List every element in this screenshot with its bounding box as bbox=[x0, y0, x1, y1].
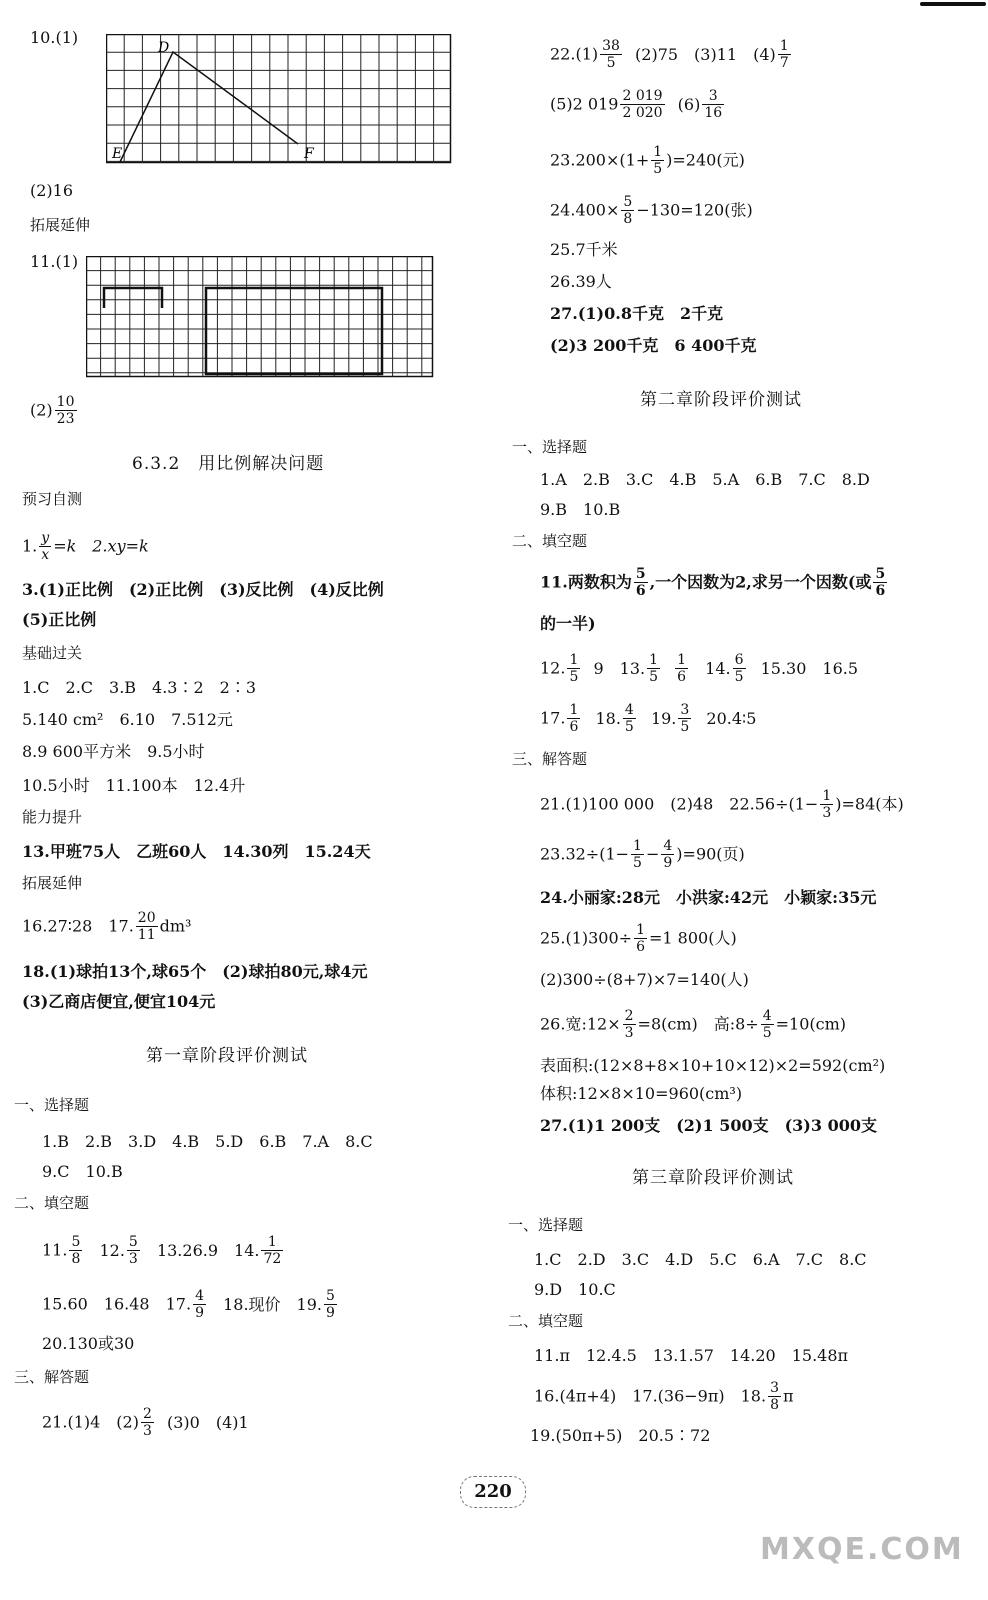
ch2-fill-q11b: 的一半) bbox=[540, 614, 596, 633]
fraction-denominator: 5 bbox=[653, 161, 663, 177]
subsection-preview: 预习自测 bbox=[22, 490, 83, 508]
fraction-denominator: 23 bbox=[56, 411, 75, 427]
text: 23.32÷(1− bbox=[540, 844, 630, 864]
text: 12. bbox=[540, 658, 566, 678]
chapter2-title: 第二章阶段评价测试 bbox=[640, 390, 802, 410]
text: 19. bbox=[650, 708, 677, 728]
text: dm³ bbox=[159, 916, 192, 936]
ch2-fill-line-3 bbox=[540, 702, 756, 735]
fraction-denominator: 16 bbox=[704, 105, 723, 121]
ch3-choice-line-1: 1.C 2.D 3.C 4.D 5.C 6.A 7.C 8.C bbox=[534, 1250, 867, 1269]
fraction-denominator: 8 bbox=[623, 211, 633, 227]
text: 16.27∶28 17. bbox=[22, 916, 134, 936]
ch2-solve-q26-area: 表面积:(12×8+8×10+10×12)×2=592(cm²) bbox=[540, 1056, 886, 1075]
text: )=84(本) bbox=[835, 794, 904, 814]
fraction-numerator: 3 bbox=[680, 702, 690, 718]
grid-figure-q10 bbox=[106, 34, 452, 164]
ch1-section-fill: 二、填空题 bbox=[14, 1194, 90, 1212]
text: =8(cm) 高:8÷ bbox=[637, 1014, 759, 1034]
fraction-denominator: 3 bbox=[624, 1025, 634, 1041]
fraction-numerator: 1 bbox=[569, 702, 579, 718]
ch3-section-fill: 二、填空题 bbox=[508, 1312, 584, 1330]
extension-line-16 bbox=[22, 910, 191, 943]
ch2-solve-q26 bbox=[540, 1008, 846, 1041]
text: )=90(页) bbox=[676, 844, 745, 864]
fraction-numerator: 1 bbox=[779, 38, 789, 54]
fraction-denominator: 5 bbox=[649, 669, 659, 685]
point-e-label: E bbox=[112, 146, 123, 162]
fraction-numerator: 4 bbox=[663, 838, 673, 854]
fraction-numerator: 5 bbox=[875, 566, 886, 582]
fraction-denominator: 6 bbox=[677, 669, 687, 685]
grid-figure-q11 bbox=[86, 256, 434, 378]
fraction-denominator: 5 bbox=[606, 55, 616, 71]
fraction-denominator: 3 bbox=[128, 1251, 138, 1267]
page-number: 220 bbox=[460, 1476, 526, 1508]
fraction-denominator: 3 bbox=[142, 1423, 152, 1439]
fraction-denominator: 2 020 bbox=[622, 105, 663, 121]
q11-part2-prefix: (2) bbox=[30, 400, 53, 420]
fraction-numerator: 5 bbox=[71, 1234, 81, 1250]
chapter3-title: 第三章阶段评价测试 bbox=[632, 1168, 794, 1188]
text: 15.60 16.48 17. bbox=[42, 1294, 192, 1314]
ch2-choice-line-1: 1.A 2.B 3.C 4.B 5.A 6.B 7.C 8.D bbox=[540, 470, 870, 489]
fraction-numerator: 4 bbox=[195, 1288, 204, 1304]
fraction-numerator: 1 bbox=[633, 838, 642, 854]
ch2-solve-q25 bbox=[540, 922, 737, 955]
ch2-section-fill: 二、填空题 bbox=[512, 532, 588, 550]
text: 14. bbox=[705, 658, 731, 678]
q11-label: 11.(1) bbox=[30, 252, 79, 271]
extension-line-18b: (3)乙商店便宜,便宜104元 bbox=[22, 992, 216, 1011]
text: 26.宽:12× bbox=[540, 1014, 621, 1034]
fraction-numerator: 3 bbox=[770, 1380, 779, 1396]
fraction-denominator: 5 bbox=[734, 669, 744, 685]
r-q23 bbox=[550, 144, 745, 177]
basic-line-2: 5.140 cm² 6.10 7.512元 bbox=[22, 710, 233, 729]
ch2-fill-line-2 bbox=[540, 652, 858, 685]
fraction-denominator: x bbox=[41, 547, 50, 563]
text: 16.(4π+4) 17.(36−9π) 18. bbox=[534, 1386, 767, 1406]
r-q27: 27.(1)0.8千克 2千克 bbox=[550, 304, 724, 323]
fraction-denominator: 6 bbox=[569, 719, 579, 735]
ch3-fill-line-1: 11.π 12.4.5 13.1.57 14.20 15.48π bbox=[534, 1346, 849, 1365]
ch3-choice-line-2: 9.D 10.C bbox=[534, 1280, 616, 1299]
ch3-section-choice: 一、选择题 bbox=[508, 1216, 584, 1234]
r-q24 bbox=[550, 194, 753, 227]
chapter1-title: 第一章阶段评价测试 bbox=[146, 1046, 308, 1066]
fraction-denominator: 5 bbox=[762, 1025, 772, 1041]
fraction-numerator: 5 bbox=[623, 194, 633, 210]
ch2-fill-q11 bbox=[540, 566, 889, 599]
text: 18. bbox=[595, 708, 621, 728]
r-q22-line1 bbox=[550, 38, 793, 71]
subsection-ability: 能力提升 bbox=[22, 808, 83, 826]
fraction-numerator: 5 bbox=[325, 1288, 335, 1304]
text: 12. bbox=[99, 1240, 125, 1260]
ch2-solve-q26-volume: 体积:12×8×10=960(cm³) bbox=[540, 1084, 743, 1103]
fraction-denominator: 8 bbox=[71, 1251, 81, 1267]
r-q27b: (2)3 200千克 6 400千克 bbox=[550, 336, 757, 355]
text: 18.现价 19. bbox=[223, 1294, 322, 1314]
section-title-632: 6.3.2 用比例解决问题 bbox=[132, 454, 325, 474]
point-d-label: D bbox=[158, 40, 170, 56]
fraction-denominator: 6 bbox=[875, 583, 886, 599]
fraction-numerator: 20 bbox=[137, 910, 156, 926]
ch1-fill-line-3: 20.130或30 bbox=[42, 1334, 135, 1353]
r-q22-line2 bbox=[550, 88, 726, 121]
text: 15.30 16.5 bbox=[760, 658, 859, 678]
fraction-numerator: 2 019 bbox=[622, 88, 663, 104]
fraction-denominator: 6 bbox=[635, 583, 646, 599]
preview-q1 bbox=[22, 530, 149, 563]
watermark: MXQE.COM bbox=[760, 1532, 964, 1567]
text: (6) bbox=[677, 94, 701, 114]
fraction-numerator: 5 bbox=[128, 1234, 138, 1250]
fraction-numerator: 38 bbox=[602, 38, 620, 54]
point-f-label: F bbox=[304, 146, 314, 162]
text: )=240(元) bbox=[666, 150, 745, 170]
fraction-numerator: 5 bbox=[635, 566, 646, 582]
ch1-section-solve: 三、解答题 bbox=[14, 1368, 90, 1386]
ch2-solve-q27: 27.(1)1 200支 (2)1 500支 (3)3 000支 bbox=[540, 1116, 877, 1135]
text: (5)2 019 bbox=[550, 94, 619, 114]
ch1-fill-line-2 bbox=[42, 1288, 339, 1321]
text: 20.4∶5 bbox=[706, 708, 757, 728]
fraction-denominator: 5 bbox=[633, 855, 642, 871]
ch2-solve-q25b: (2)300÷(8+7)×7=140(人) bbox=[540, 970, 749, 989]
text: π bbox=[782, 1386, 794, 1406]
ch2-section-choice: 一、选择题 bbox=[512, 438, 588, 456]
fraction-denominator: 6 bbox=[636, 939, 645, 955]
fraction-numerator: 10 bbox=[56, 394, 75, 410]
text: 21.(1)4 (2) bbox=[42, 1412, 139, 1432]
fraction-numerator: y bbox=[41, 530, 50, 546]
section-extension-2: 拓展延伸 bbox=[22, 874, 83, 892]
fraction-denominator: 11 bbox=[137, 927, 156, 943]
fraction-denominator: 5 bbox=[680, 719, 690, 735]
fraction-numerator: 1 bbox=[261, 1234, 283, 1251]
fraction-numerator: 1 bbox=[677, 652, 687, 668]
fraction-numerator: 1 bbox=[636, 922, 645, 938]
ability-line-1: 13.甲班75人 乙班60人 14.30列 15.24天 bbox=[22, 842, 371, 861]
text: 9 13. bbox=[593, 658, 646, 678]
fraction-numerator: 2 bbox=[142, 1406, 152, 1422]
r-q26: 26.39人 bbox=[550, 272, 612, 291]
fraction-denominator: 9 bbox=[325, 1305, 335, 1321]
text: 23.200×(1+ bbox=[550, 150, 650, 170]
ch1-section-choice: 一、选择题 bbox=[14, 1096, 90, 1114]
fraction-denominator: 72 bbox=[263, 1251, 282, 1267]
fraction-denominator: 3 bbox=[822, 805, 832, 821]
basic-line-3: 8.9 600平方米 9.5小时 bbox=[22, 742, 205, 761]
ch1-solve-line-1 bbox=[42, 1406, 249, 1439]
subsection-basic: 基础过关 bbox=[22, 644, 83, 662]
text: 13.26.9 14. bbox=[156, 1240, 260, 1260]
text: =1 800(人) bbox=[648, 928, 737, 948]
fraction-denominator: 9 bbox=[195, 1305, 204, 1321]
fraction-numerator: 1 bbox=[569, 652, 579, 668]
text: 22.(1) bbox=[550, 44, 599, 64]
fraction-numerator: 6 bbox=[734, 652, 744, 668]
preview-q3: 3.(1)正比例 (2)正比例 (3)反比例 (4)反比例 bbox=[22, 580, 384, 599]
fraction-numerator: 4 bbox=[624, 702, 634, 718]
fraction-numerator: 4 bbox=[762, 1008, 772, 1024]
fraction-denominator: 7 bbox=[779, 55, 789, 71]
header-rule bbox=[920, 2, 986, 6]
text: (3)0 (4)1 bbox=[166, 1412, 249, 1432]
preview-q3-5: (5)正比例 bbox=[22, 610, 97, 629]
ch1-fill-line-1 bbox=[42, 1234, 285, 1267]
ch2-section-solve: 三、解答题 bbox=[512, 750, 588, 768]
text: 25.(1)300÷ bbox=[540, 928, 633, 948]
text: =10(cm) bbox=[775, 1014, 847, 1034]
text: − bbox=[645, 844, 660, 864]
text: 21.(1)100 000 (2)48 22.56÷(1− bbox=[540, 794, 819, 814]
fraction-denominator: 9 bbox=[663, 855, 673, 871]
q10-label: 10.(1) bbox=[30, 28, 79, 47]
r-q25: 25.7千米 bbox=[550, 240, 618, 259]
ch2-solve-q21 bbox=[540, 788, 904, 821]
ch1-choice-line-1: 1.B 2.B 3.D 4.B 5.D 6.B 7.A 8.C bbox=[42, 1132, 373, 1151]
extension-line-18: 18.(1)球拍13个,球65个 (2)球拍80元,球4元 bbox=[22, 962, 368, 981]
text: ,一个因数为2,求另一个因数(或 bbox=[649, 572, 872, 592]
fraction-numerator: 3 bbox=[702, 88, 724, 105]
ch3-fill-line-2 bbox=[534, 1380, 794, 1413]
ch3-fill-line-3: 19.(50π+5) 20.5∶72 bbox=[530, 1426, 711, 1445]
text: (2)75 (3)11 (4) bbox=[635, 44, 776, 64]
fraction-denominator: 8 bbox=[770, 1397, 779, 1413]
fraction-numerator: 2 bbox=[624, 1008, 634, 1024]
fraction-denominator: 5 bbox=[569, 669, 579, 685]
q10-part2: (2)16 bbox=[30, 181, 74, 200]
text: 11.两数积为 bbox=[540, 572, 632, 592]
ch2-solve-q24: 24.小丽家:28元 小洪家:42元 小颖家:35元 bbox=[540, 888, 877, 907]
text: 1. bbox=[22, 536, 38, 556]
fraction-numerator: 1 bbox=[822, 788, 832, 804]
q11-part2 bbox=[30, 394, 79, 427]
ch1-choice-line-2: 9.C 10.B bbox=[42, 1162, 123, 1181]
ch2-solve-q23 bbox=[540, 838, 745, 871]
text: 17. bbox=[540, 708, 566, 728]
section-extension-1: 拓展延伸 bbox=[30, 216, 91, 234]
fraction-denominator: 5 bbox=[624, 719, 634, 735]
shape-small bbox=[104, 288, 162, 308]
basic-line-4: 10.5小时 11.100本 12.4升 bbox=[22, 776, 246, 795]
fraction-numerator: 1 bbox=[653, 144, 663, 160]
text: 11. bbox=[42, 1240, 68, 1260]
ch2-choice-line-2: 9.B 10.B bbox=[540, 500, 621, 519]
text: 24.400× bbox=[550, 200, 620, 220]
fraction-numerator: 1 bbox=[649, 652, 659, 668]
text: −130=120(张) bbox=[636, 200, 753, 220]
text: =k 2.xy=k bbox=[53, 536, 149, 556]
basic-line-1: 1.C 2.C 3.B 4.3∶2 2∶3 bbox=[22, 678, 257, 697]
